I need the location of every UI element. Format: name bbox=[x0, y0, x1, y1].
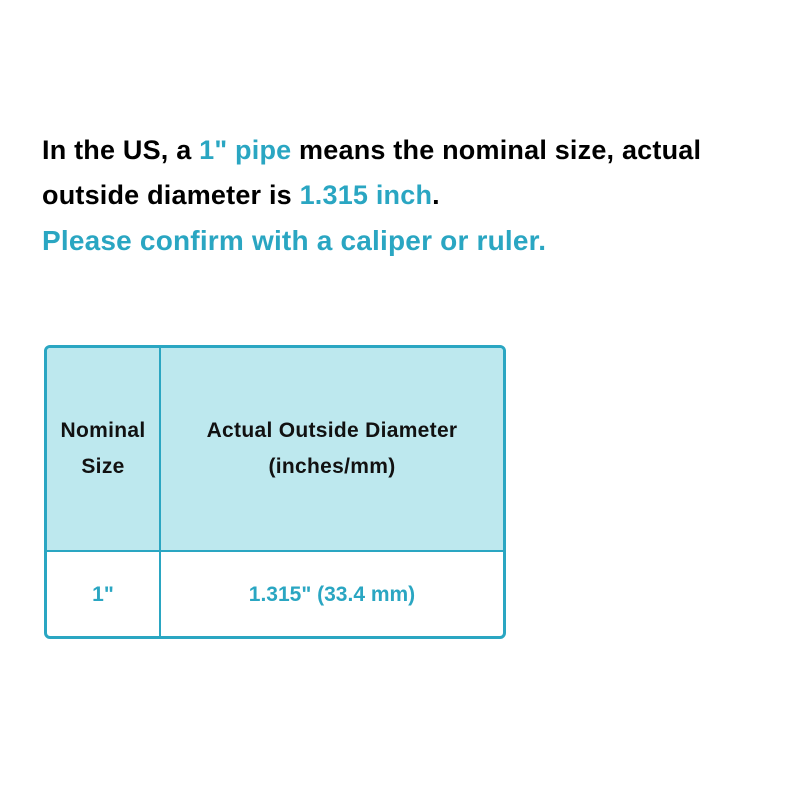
cell-outside-diameter: 1.315" (33.4 mm) bbox=[248, 583, 416, 606]
header-text: (inches/mm) bbox=[268, 455, 396, 478]
header-nominal-size bbox=[47, 348, 161, 550]
header-text: Size bbox=[81, 455, 125, 478]
intro-text: . bbox=[432, 180, 440, 210]
table-row bbox=[47, 552, 503, 636]
pipe-size-highlight: 1" pipe bbox=[199, 135, 292, 165]
diameter-highlight: 1.315 inch bbox=[299, 180, 433, 210]
table-header-row bbox=[47, 348, 503, 552]
header-outside-diameter bbox=[161, 348, 503, 550]
intro-paragraph bbox=[42, 128, 782, 263]
intro-text: outside diameter is bbox=[42, 180, 300, 210]
header-text: Nominal bbox=[60, 419, 146, 442]
cell-nominal-size: 1" bbox=[47, 552, 161, 636]
pipe-size-table bbox=[44, 345, 506, 639]
intro-line-2 bbox=[42, 173, 782, 218]
intro-line-1 bbox=[42, 128, 782, 173]
intro-text: means the nominal size, actual bbox=[291, 135, 702, 165]
header-text: Actual Outside Diameter bbox=[206, 419, 458, 442]
intro-text: In the US, a bbox=[42, 135, 200, 165]
confirm-notice: Please confirm with a caliper or ruler. bbox=[42, 225, 547, 256]
